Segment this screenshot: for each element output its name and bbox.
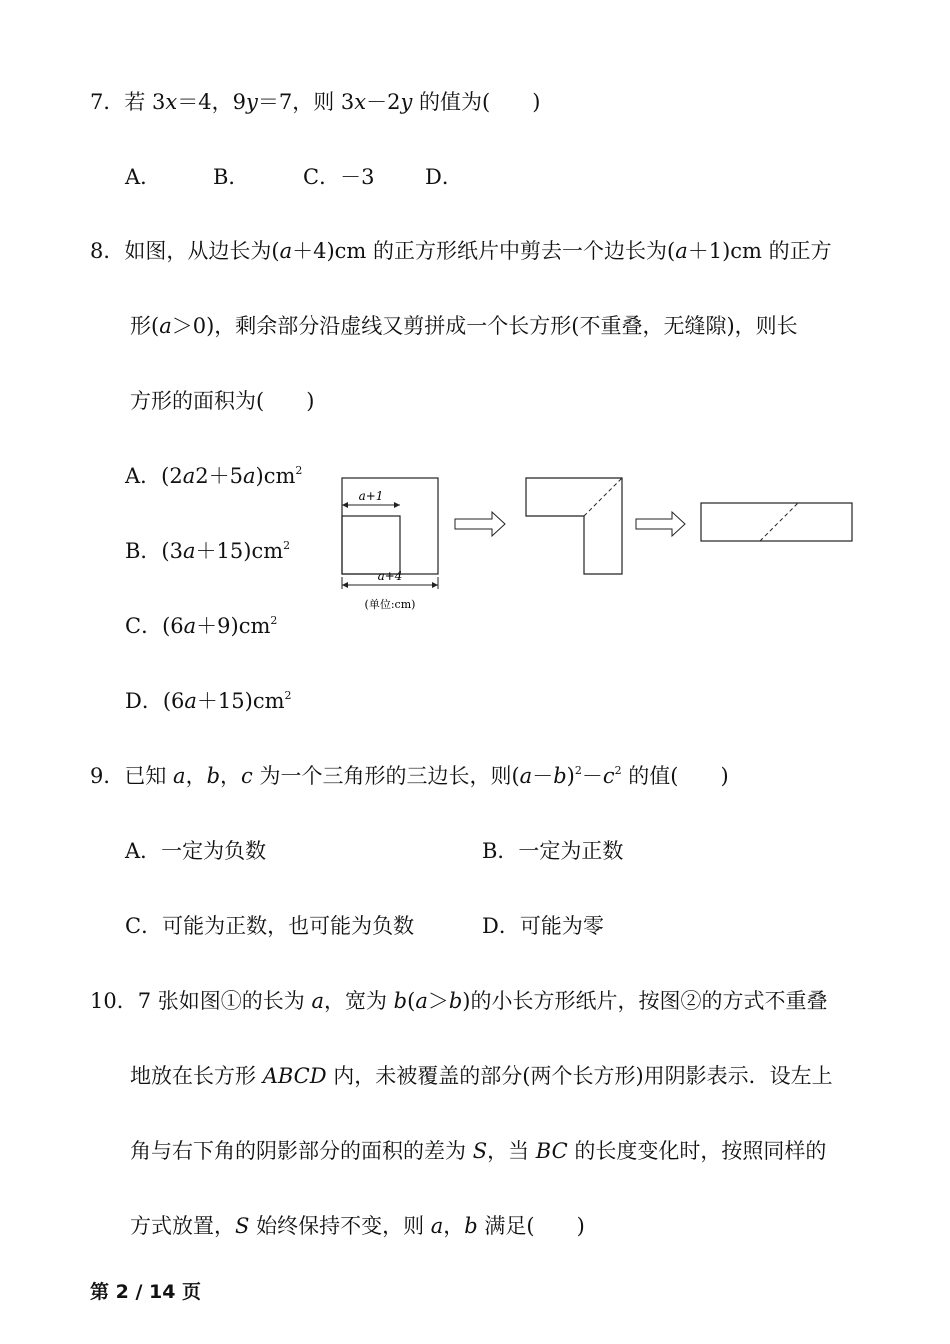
- q9-option-d: D．可能为零: [482, 914, 604, 938]
- q7-option-d: D．: [425, 165, 463, 189]
- q9-option-c: C．可能为正数，也可能为负数: [125, 914, 415, 938]
- q8-stem-line3: 方形的面积为( ): [130, 389, 315, 413]
- q7-option-c: C．－3: [303, 165, 375, 189]
- label-unit: (单位:cm): [364, 598, 416, 611]
- dim-big-arrow-left: [342, 582, 348, 588]
- dim-big-arrow-right: [432, 582, 438, 588]
- q8-stem-line2: 形(a＞0)，剩余部分沿虚线又剪拼成一个长方形(不重叠，无缝隙)，则长: [130, 314, 798, 338]
- q7-option-b: B．: [213, 165, 250, 189]
- q8-option-c: C．$(6a+9)cm^2$: [125, 614, 278, 638]
- q9-option-b: B．一定为正数: [482, 839, 624, 863]
- dim-small-arrow-left: [342, 502, 348, 508]
- q7-option-a: A．: [125, 165, 162, 189]
- q10-stem-line3: 角与右下角的阴影部分的面积的差为 S，当 BC 的长度变化时，按照同样的: [130, 1139, 827, 1163]
- rectangle-cut-line: [760, 503, 798, 541]
- q8-figure: [320, 465, 870, 625]
- label-a-plus-1: a+1: [358, 489, 384, 503]
- q9-stem: 9．已知 a，b，c 为一个三角形的三边长，则$(a-b)^2-c^2$ 的值( ): [90, 764, 729, 788]
- q8-stem-line1: 8．如图，从边长为(a＋4)cm 的正方形纸片中剪去一个边长为(a＋1)cm 的正方: [90, 239, 832, 263]
- arrow-right-icon: [455, 512, 505, 536]
- q8-option-d: D．$(6a+15)cm^2$: [125, 689, 292, 713]
- result-rectangle: [701, 503, 852, 541]
- q8-option-b: B．$(3a+15)cm^2$: [125, 539, 291, 563]
- page-footer: 第 2 / 14 页: [90, 1281, 202, 1303]
- small-square: [342, 516, 400, 574]
- arrow-right-icon: [636, 512, 685, 536]
- dim-small-arrow-right: [394, 502, 400, 508]
- big-square: [342, 478, 438, 574]
- q10-stem-line2: 地放在长方形 ABCD 内，未被覆盖的部分(两个长方形)用阴影表示．设左上: [130, 1064, 833, 1088]
- l-shape: [526, 478, 622, 574]
- l-shape-cut-line: [584, 478, 622, 516]
- q10-stem-line4: 方式放置，S 始终保持不变，则 a，b 满足( ): [130, 1214, 585, 1238]
- label-a-plus-4: a+4: [377, 569, 403, 583]
- q7-stem: 7．若 3x＝4，9y＝7，则 3x－2y 的值为( ): [90, 90, 541, 114]
- q8-option-a: A．$(2a2+5a)cm^2$: [125, 464, 303, 488]
- q10-stem-line1: 10．7 张如图①的长为 a，宽为 b(a＞b)的小长方形纸片，按图②的方式不重叠: [90, 989, 828, 1013]
- q9-option-a: A．一定为负数: [125, 839, 267, 863]
